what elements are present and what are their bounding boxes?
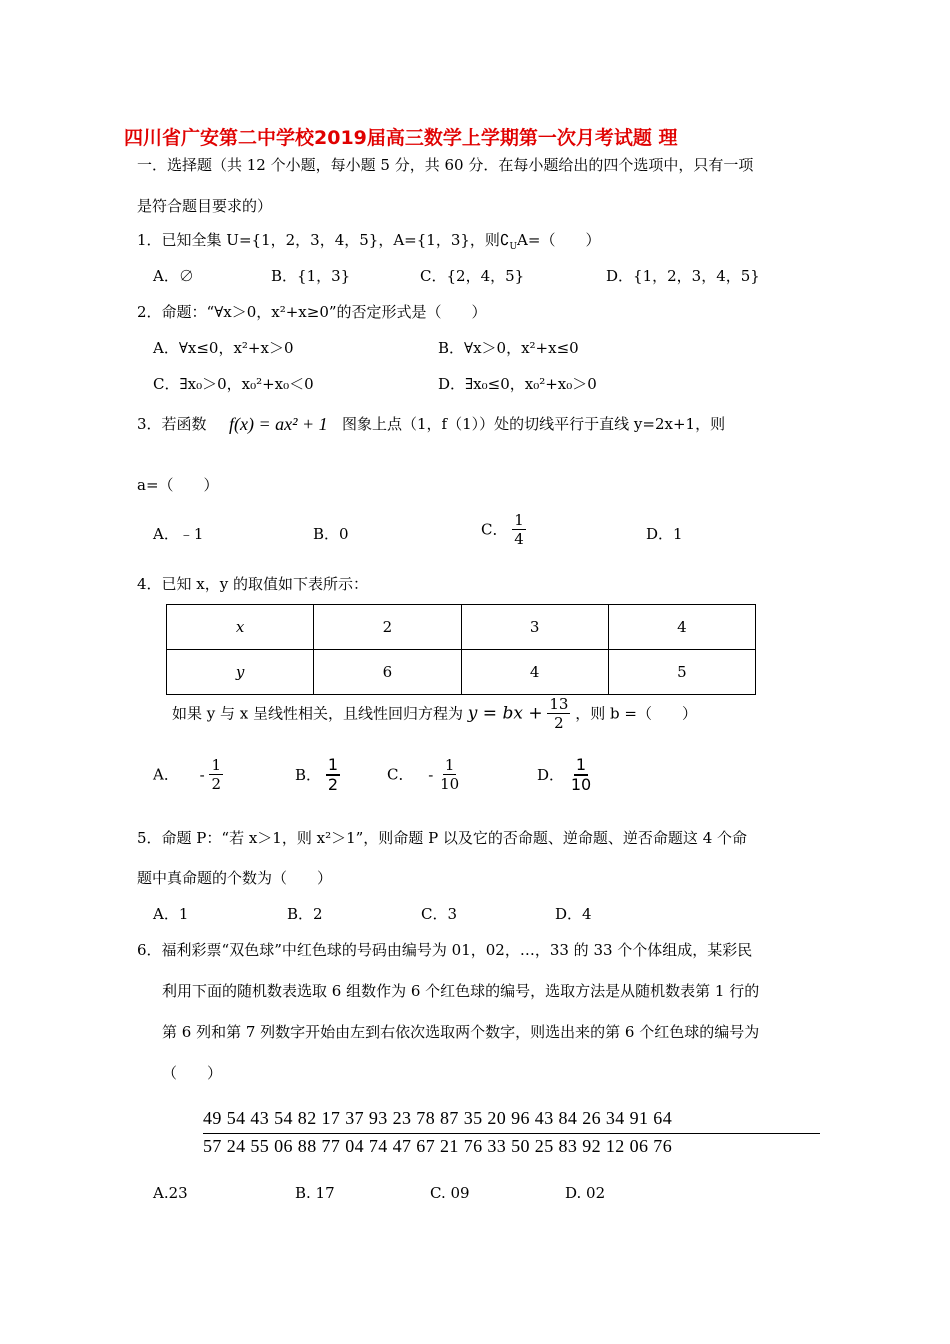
q4-option-b-fraction: $\frac{1}{2}$	[327, 755, 338, 794]
q4-option-a-fraction: $\frac{1}{2}$	[211, 756, 222, 793]
q1-option-a: A．∅	[153, 267, 194, 285]
q5-stem-line1: 5．命题 P：“若 x＞1，则 x²＞1”，则命题 P 以及它的否命题、逆命题、逆否命题这 4 个命	[137, 829, 748, 847]
q6-option-b: B. 17	[295, 1184, 335, 1202]
random-table-divider	[203, 1133, 820, 1134]
q2-stem: 2．命题：“∀x＞0，x²+x≥0”的否定形式是（ ）	[137, 303, 487, 321]
q6-option-a: A.23	[153, 1184, 188, 1202]
q5-stem-line2: 题中真命题的个数为（ ）	[137, 869, 333, 887]
q5-option-b: B．2	[287, 905, 323, 923]
q4-option-d-fraction: $\frac{1}{10}$	[570, 755, 592, 794]
q1-option-b: B．{1，3}	[271, 267, 351, 285]
table-row	[167, 605, 756, 650]
table-cell: 4	[461, 650, 608, 695]
q3-option-c-fraction: $\frac{1}{4}$	[514, 511, 524, 548]
q4-option-a: A． - $\frac{1}{2}$	[153, 756, 222, 793]
q4-option-d: D． $\frac{1}{10}$	[537, 755, 592, 794]
q4-condition-fraction: $\frac{13}{2}$	[549, 695, 569, 732]
q2-option-c: C．∃x₀＞0，x₀²+x₀＜0	[153, 375, 314, 393]
table-cell: 3	[461, 605, 608, 650]
page-title: 四川省广安第二中学校2019届高三数学上学期第一次月考试题 理	[124, 127, 678, 149]
q3-formula: f(x) = ax² + 1	[229, 414, 328, 434]
q2-option-d: D．∃x₀≤0，x₀²+x₀＞0	[438, 375, 597, 393]
q2-option-b: B．∀x＞0，x²+x≤0	[438, 339, 579, 357]
q6-option-c: C. 09	[430, 1184, 470, 1202]
q5-option-d: D．4	[555, 905, 592, 923]
q4-stem: 4．已知 x，y 的取值如下表所示：	[137, 575, 369, 593]
q4-option-b: B． $\frac{1}{2}$	[295, 755, 338, 794]
q4-option-c-fraction: $\frac{1}{10}$	[440, 756, 460, 793]
q3-option-c: C． $\frac{1}{4}$	[481, 511, 524, 548]
q6-stem-line3: 第 6 列和第 7 列数字开始由左到右依次选取两个数字，则选出来的第 6 个红色球的编号为	[162, 1023, 760, 1041]
q6-stem-line1: 6．福利彩票“双色球”中红色球的号码由编号为 01，02，…，33 的 33 个个体组成，某彩民	[137, 941, 753, 959]
random-table-row-2: 57 24 55 06 88 77 04 74 47 67 21 76 33 50 25 83 92 12 06 76	[203, 1136, 673, 1156]
section-instructions-line1: 一．选择题（共 12 个小题，每小题 5 分，共 60 分．在每小题给出的四个选项中，只有一项	[137, 156, 754, 174]
table-cell: 6	[314, 650, 461, 695]
section-instructions-line2: 是符合题目要求的）	[137, 197, 273, 215]
q6-option-d: D. 02	[565, 1184, 606, 1202]
table-cell: 2	[314, 605, 461, 650]
q4-option-c: C． - $\frac{1}{10}$	[387, 756, 460, 793]
q5-option-c: C．3	[421, 905, 458, 923]
q3-option-a: A．﹣1	[153, 525, 204, 543]
q3-stem-line2: a=（ ）	[137, 476, 219, 494]
q4-condition: 如果 y 与 x 呈线性相关，且线性回归方程为 y = bx + $\frac{13}{2}$ ，则 b =（ ）	[172, 695, 697, 732]
q1-option-c: C．{2，4，5}	[420, 267, 525, 285]
table-row	[167, 650, 756, 695]
q1-option-d: D．{1，2，3，4，5}	[606, 267, 760, 285]
table-cell: y	[167, 650, 314, 695]
q1-stem: 1．已知全集 U={1，2，3，4，5}，A={1，3}，则$∁_UA=$（ ）	[137, 231, 601, 252]
q5-option-a: A．1	[153, 905, 189, 923]
q6-stem-line4: （ ）	[162, 1064, 223, 1082]
table-cell: 4	[608, 605, 755, 650]
random-table-row-1: 49 54 43 54 82 17 37 93 23 78 87 35 20 96 43 84 26 34 91 64	[203, 1108, 673, 1128]
q3-stem-post: 图象上点（1，f（1））处的切线平行于直线 y=2x+1，则	[342, 415, 726, 433]
q3-option-d: D．1	[646, 525, 683, 543]
q3-option-b: B．0	[313, 525, 349, 543]
table-cell: 5	[608, 650, 755, 695]
q6-stem-line2: 利用下面的随机数表选取 6 组数作为 6 个红色球的编号，选取方法是从随机数表第 1 行的	[162, 982, 760, 1000]
q4-value-table	[166, 604, 756, 695]
q3-stem-pre: 3．若函数	[137, 415, 207, 433]
table-cell: x	[167, 605, 314, 650]
q2-option-a: A．∀x≤0，x²+x＞0	[153, 339, 294, 357]
